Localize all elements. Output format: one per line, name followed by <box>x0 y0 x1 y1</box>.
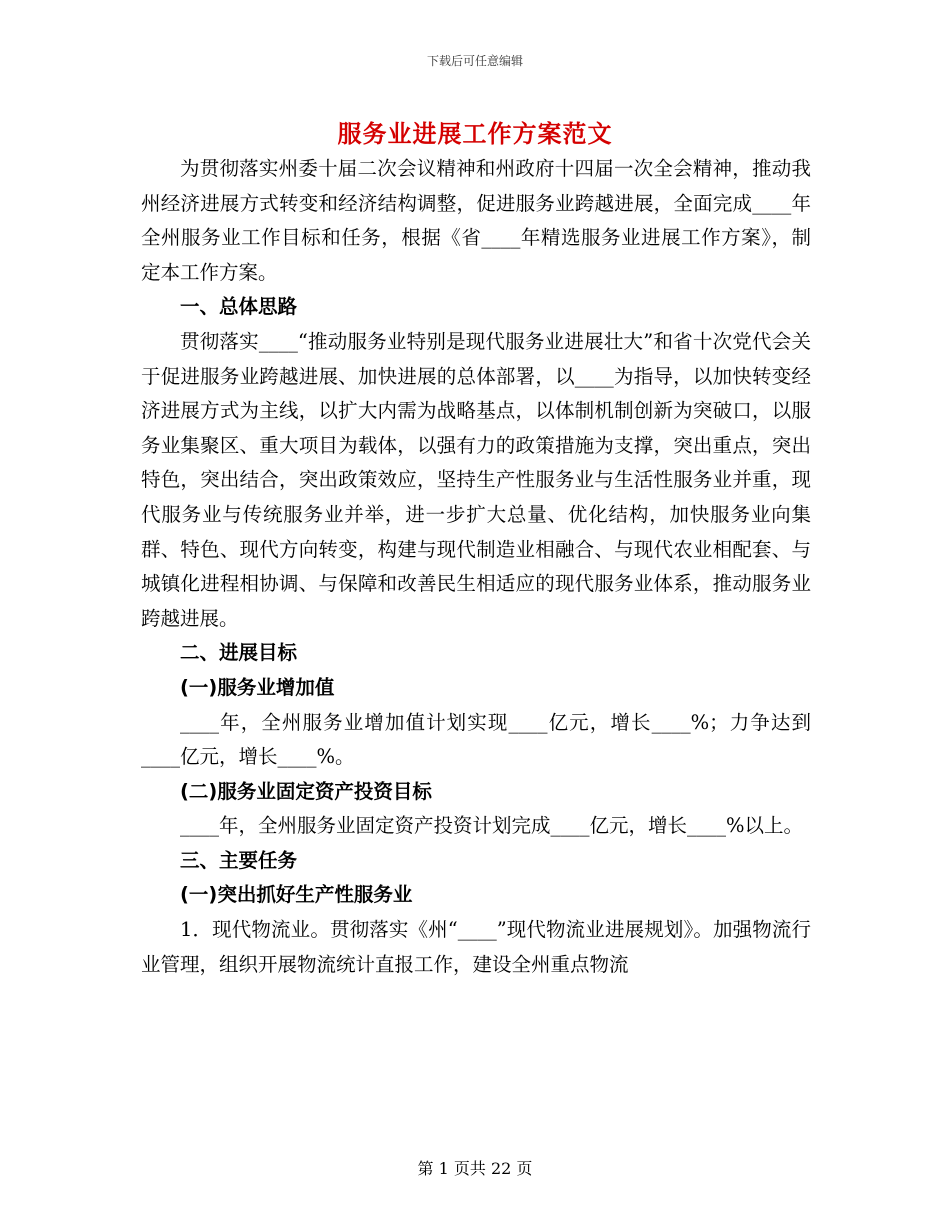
subsection-heading: (一)突出抓好生产性服务业 <box>180 883 413 907</box>
section-heading: 三、主要任务 <box>180 848 298 872</box>
paragraph: 贯彻落实____“推动服务业特别是现代服务业进展壮大”和省十次党代会关于促进服务业跨越进展、加快进展的总体部署，以____为指导，以加快转变经济进展方式为主线，以扩大内需为战略基点，以体制机制创新为突破口，以服务业集聚区、重大项目为载体，以强有力的政策措施为支撑，突出重点，突出特色，突出结合，突出政策效应，坚持生产性服务业与生活性服务业并重，现代服务业与传统服务业并举，进一步扩大总量、优化结构，加快服务业向集群、特色、现代方向转变，构建与现代制造业相融合、与现代农业相配套、与城镇化进程相协调、与保障和改善民生相适应的现代服务业体系，推动服务业跨越进展。 <box>141 329 811 630</box>
paragraph: 为贯彻落实州委十届二次会议精神和州政府十四届一次全会精神，推动我州经济进展方式转变和经济结构调整，促进服务业跨越进展，全面完成____年全州服务业工作目标和任务，根据《省____年精选服务业进展工作方案》，制定本工作方案。 <box>141 157 811 284</box>
section-heading: 一、总体思路 <box>180 295 298 319</box>
paragraph: 1．现代物流业。贯彻落实《州“____”现代物流业进展规划》。加强物流行业管理，组织开展物流统计直报工作，建设全州重点物流 <box>141 918 811 976</box>
document-title: 服务业进展工作方案范文 <box>337 119 613 148</box>
subsection-heading: (一)服务业增加值 <box>180 675 335 699</box>
subsection-heading: (二)服务业固定资产投资目标 <box>180 779 432 803</box>
page-number-footer: 第 1 页共 22 页 <box>417 1159 533 1178</box>
page-header-note: 下载后可任意编辑 <box>426 54 523 68</box>
section-heading: 二、进展目标 <box>180 641 298 665</box>
paragraph: ____年，全州服务业固定资产投资计划完成____亿元，增长____%以上。 <box>180 814 804 838</box>
paragraph: ____年，全州服务业增加值计划实现____亿元，增长____%；力争达到____亿元，增长____%。 <box>141 710 811 769</box>
document-body <box>141 152 811 982</box>
